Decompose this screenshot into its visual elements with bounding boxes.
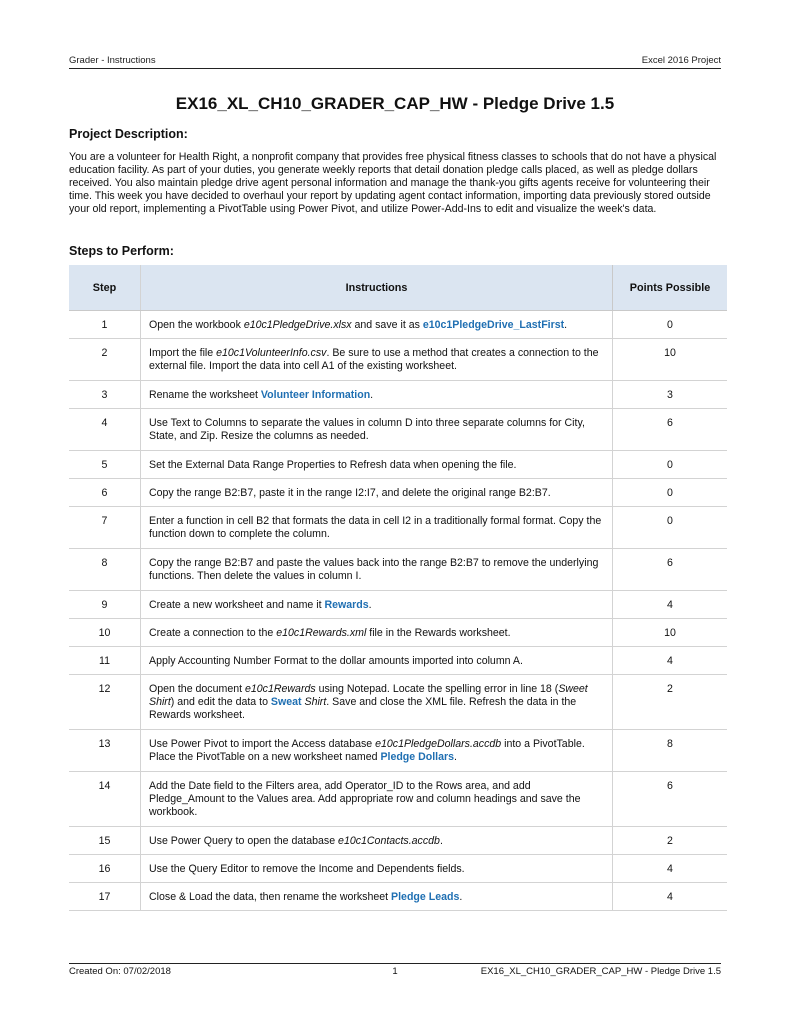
table-row — [69, 647, 727, 675]
instruction-text: Apply Accounting Number Format to the dollar amounts imported into column A. — [149, 655, 523, 667]
instruction-text: ) and edit the data to — [170, 696, 271, 708]
project-description-heading: Project Description: — [69, 127, 188, 141]
instruction-text: into a PivotTable. Place the PivotTable on a new worksheet named — [149, 738, 585, 763]
instruction-text: Open the workbook — [149, 319, 244, 331]
table-row — [69, 730, 727, 772]
step-instruction — [141, 549, 613, 591]
step-number: 7 — [69, 507, 141, 549]
footer-created-on: Created On: 07/02/2018 — [69, 966, 171, 977]
step-instruction — [141, 883, 613, 911]
document-title: EX16_XL_CH10_GRADER_CAP_HW - Pledge Drive 1.5 — [175, 94, 615, 113]
instruction-text: Copy the range B2:B7 and paste the values back into the range B2:B7 to remove the underlying functions. Then delete the values in column I. — [149, 557, 599, 582]
steps-heading: Steps to Perform: — [69, 244, 174, 258]
step-instruction — [141, 311, 613, 339]
page-footer — [69, 963, 721, 980]
step-points: 4 — [613, 647, 728, 675]
step-instruction — [141, 381, 613, 409]
step-number: 9 — [69, 591, 141, 619]
instruction-text: Close & Load the data, then rename the worksheet — [149, 891, 392, 903]
column-header-step: Step — [69, 265, 141, 311]
table-row — [69, 451, 727, 479]
instruction-text: . Save and close the XML file. Refresh the data in the Rewards worksheet. — [149, 696, 577, 721]
step-number: 14 — [69, 772, 141, 827]
step-instruction — [141, 855, 613, 883]
step-number: 8 — [69, 549, 141, 591]
step-instruction — [141, 451, 613, 479]
table-row — [69, 827, 727, 855]
step-points: 0 — [613, 479, 728, 507]
step-number: 10 — [69, 619, 141, 647]
instruction-text: Add the Date field to the Filters area, add Operator_ID to the Rows area, and add Pledge_Amount to the Values area. Add appropriate row and column headings and save the workbook. — [149, 780, 581, 818]
header-left: Grader - Instructions — [69, 55, 156, 66]
header-right: Excel 2016 Project — [641, 55, 721, 66]
step-instruction — [141, 619, 613, 647]
instruction-keyword: Sweat — [270, 696, 302, 708]
step-points: 4 — [613, 883, 728, 911]
instruction-text: Use Power Query to open the database — [149, 835, 339, 847]
step-number: 11 — [69, 647, 141, 675]
instruction-filename: e10c1Rewards.xml — [276, 627, 367, 639]
step-instruction — [141, 409, 613, 451]
step-instruction — [141, 772, 613, 827]
instruction-text: Rename the worksheet — [149, 389, 261, 401]
table-row — [69, 339, 727, 381]
table-row — [69, 675, 727, 730]
instruction-text: Create a connection to the — [149, 627, 277, 639]
step-points: 2 — [613, 675, 728, 730]
step-number: 15 — [69, 827, 141, 855]
step-points: 2 — [613, 827, 728, 855]
instruction-keyword: Rewards — [324, 599, 369, 611]
instruction-filename: Shirt — [304, 696, 327, 708]
instruction-text: Copy the range B2:B7, paste it in the range I2:I7, and delete the original range B2:B7. — [149, 487, 551, 499]
instruction-text: Use Power Pivot to import the Access database — [149, 738, 376, 750]
instruction-filename: e10c1VolunteerInfo.csv — [216, 347, 327, 359]
step-number: 5 — [69, 451, 141, 479]
project-description-text: You are a volunteer for Health Right, a nonprofit company that provides free physical fitness classes to schools that do not have a physical education facility. As part of your duties, you generate weekly reports that detail donation pledge calls placed, as well as pledge dollars received. You also maintain pledge drive agent personal information and manage the thank-you gifts agents receive for volunteering their time. This week you have decided to overhaul your report by updating agent contact information, importing data previously stored outside your old report, implementing a PivotTable using Power Pivot, and utilize Power-Add-Ins to edit and visualize the week's data. — [69, 151, 717, 215]
step-number: 6 — [69, 479, 141, 507]
instruction-text: . — [368, 599, 372, 611]
instruction-text: . — [564, 319, 568, 331]
instruction-filename: e10c1PledgeDollars.accdb — [375, 738, 502, 750]
step-points: 0 — [613, 507, 728, 549]
instruction-text: and save it as — [351, 319, 423, 331]
table-header-row — [69, 265, 727, 311]
instruction-text: . — [454, 751, 457, 763]
instruction-filename: e10c1Contacts.accdb — [338, 835, 440, 847]
step-points: 4 — [613, 591, 728, 619]
step-instruction — [141, 675, 613, 730]
step-points: 8 — [613, 730, 728, 772]
instruction-keyword: Pledge Dollars — [380, 751, 455, 763]
step-instruction — [141, 827, 613, 855]
instruction-text: Set the External Data Range Properties to Refresh data when opening the file. — [149, 459, 517, 471]
step-instruction — [141, 730, 613, 772]
page-header — [69, 55, 721, 69]
step-points: 0 — [613, 451, 728, 479]
instruction-filename: Sweet Shirt — [149, 683, 588, 708]
step-number: 3 — [69, 381, 141, 409]
instruction-keyword: Volunteer Information — [260, 389, 371, 401]
footer-page-number: 1 — [392, 966, 398, 977]
instruction-text: . Be sure to use a method that creates a connection to the external file. Import the data into cell A1 of the existing worksheet. — [149, 347, 599, 372]
table-row — [69, 591, 727, 619]
step-number: 16 — [69, 855, 141, 883]
table-row — [69, 409, 727, 451]
instruction-text: Open the document — [149, 683, 245, 695]
instruction-text: Use Text to Columns to separate the values in column D into three separate columns for City, State, and Zip. Resize the columns as needed. — [149, 417, 585, 442]
step-points: 0 — [613, 311, 728, 339]
instruction-keyword: Pledge Leads — [391, 891, 460, 903]
table-row — [69, 479, 727, 507]
step-instruction — [141, 507, 613, 549]
table-row — [69, 855, 727, 883]
instruction-text: . — [370, 389, 374, 401]
instruction-text: file in the Rewards worksheet. — [366, 627, 511, 639]
footer-document-name: EX16_XL_CH10_GRADER_CAP_HW - Pledge Drive 1.5 — [480, 966, 721, 977]
step-number: 17 — [69, 883, 141, 911]
column-header-instructions: Instructions — [141, 265, 613, 311]
step-instruction — [141, 339, 613, 381]
table-row — [69, 772, 727, 827]
table-row — [69, 549, 727, 591]
steps-table-body — [69, 311, 727, 911]
step-number: 12 — [69, 675, 141, 730]
instruction-keyword: e10c1PledgeDrive_LastFirst — [422, 319, 565, 331]
step-instruction — [141, 591, 613, 619]
column-header-points: Points Possible — [613, 265, 728, 311]
instruction-text: . — [459, 891, 463, 903]
step-number: 1 — [69, 311, 141, 339]
step-number: 13 — [69, 730, 141, 772]
step-instruction — [141, 647, 613, 675]
step-number: 4 — [69, 409, 141, 451]
instruction-filename: e10c1PledgeDrive.xlsx — [243, 319, 352, 331]
step-instruction — [141, 479, 613, 507]
step-points: 10 — [613, 339, 728, 381]
table-row — [69, 883, 727, 911]
table-row — [69, 311, 727, 339]
step-points: 6 — [613, 772, 728, 827]
instruction-filename: e10c1Rewards — [245, 683, 316, 695]
instruction-text: Enter a function in cell B2 that formats the data in cell I2 in a traditionally formal format. Copy the function down to complete the column. — [149, 515, 602, 540]
instruction-text: . — [439, 835, 443, 847]
step-points: 4 — [613, 855, 728, 883]
steps-table — [69, 265, 727, 911]
step-number: 2 — [69, 339, 141, 381]
step-points: 3 — [613, 381, 728, 409]
step-points: 6 — [613, 549, 728, 591]
instruction-text: using Notepad. Locate the spelling error in line 18 ( — [315, 683, 559, 695]
instruction-text: Create a new worksheet and name it — [149, 599, 325, 611]
step-points: 6 — [613, 409, 728, 451]
table-row — [69, 619, 727, 647]
table-row — [69, 381, 727, 409]
instruction-text: Use the Query Editor to remove the Income and Dependents fields. — [149, 863, 465, 875]
step-points: 10 — [613, 619, 728, 647]
table-row — [69, 507, 727, 549]
instruction-text: Import the file — [149, 347, 217, 359]
